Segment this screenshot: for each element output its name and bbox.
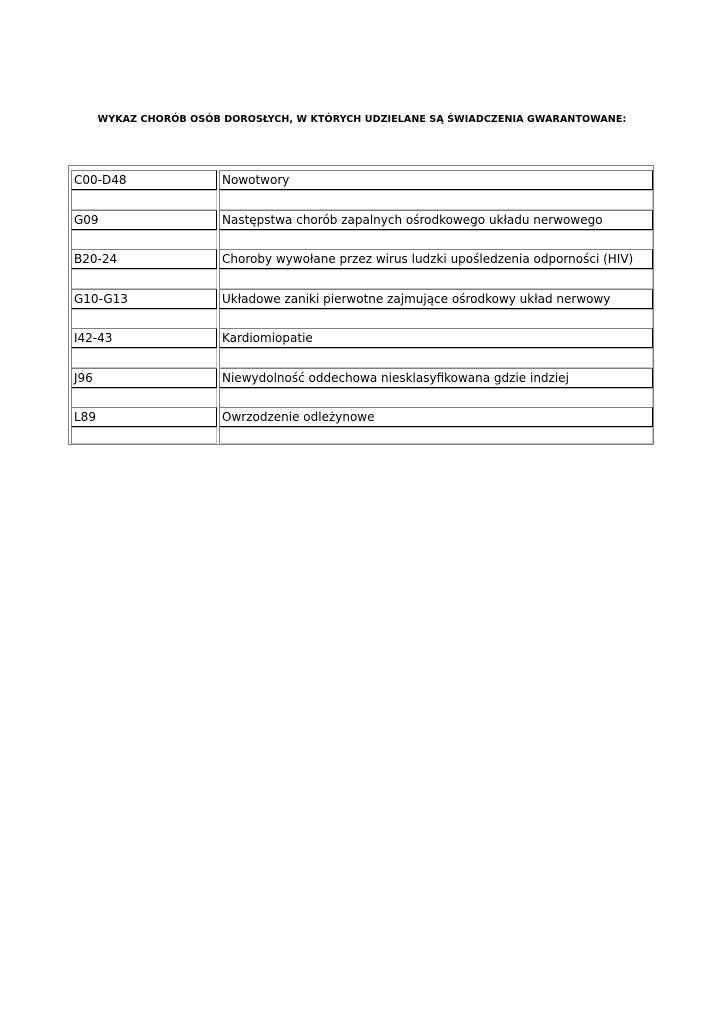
empty-cell [71,427,217,444]
disease-description-cell: Choroby wywołane przez wirus ludzki upośledzenia odporności (HIV) [219,249,653,269]
disease-code-cell: G09 [71,210,217,230]
page-title: WYKAZ CHORÓB OSÓB DOROSŁYCH, W KTÓRYCH UDZIELANE SĄ ŚWIADCZENIA GWARANTOWANE: [97,114,627,125]
disease-code-cell: G10-G13 [71,289,217,309]
table-row [71,407,651,427]
empty-cell [219,190,653,210]
empty-cell [219,348,653,368]
disease-code-cell: B20-24 [71,249,217,269]
empty-cell [219,269,653,289]
empty-cell [71,348,217,368]
empty-table-row [71,190,651,210]
table-row [71,170,651,190]
table-row [71,210,651,230]
disease-code-cell: J96 [71,368,217,388]
empty-cell [71,388,217,408]
empty-table-row [71,230,651,250]
disease-table [68,165,654,445]
disease-description-cell: Układowe zaniki pierwotne zajmujące ośrodkowy układ nerwowy [219,289,653,309]
empty-cell [219,388,653,408]
empty-table-row [71,269,651,289]
empty-cell [71,190,217,210]
table-row [71,289,651,309]
disease-description-cell: Nowotwory [219,170,653,190]
table-row [71,368,651,388]
table-row [71,328,651,348]
empty-cell [219,309,653,329]
disease-code-cell: C00-D48 [71,170,217,190]
empty-table-row [71,427,651,444]
empty-cell [219,427,653,444]
empty-cell [71,309,217,329]
disease-description-cell: Niewydolność oddechowa niesklasyfikowana gdzie indziej [219,368,653,388]
empty-cell [71,269,217,289]
table-row [71,249,651,269]
empty-table-row [71,309,651,329]
disease-description-cell: Następstwa chorób zapalnych ośrodkowego układu nerwowego [219,210,653,230]
disease-code-cell: L89 [71,407,217,427]
empty-table-row [71,388,651,408]
disease-description-cell: Kardiomiopatie [219,328,653,348]
disease-description-cell: Owrzodzenie odleżynowe [219,407,653,427]
empty-cell [219,230,653,250]
empty-table-row [71,348,651,368]
disease-code-cell: I42-43 [71,328,217,348]
empty-cell [71,230,217,250]
